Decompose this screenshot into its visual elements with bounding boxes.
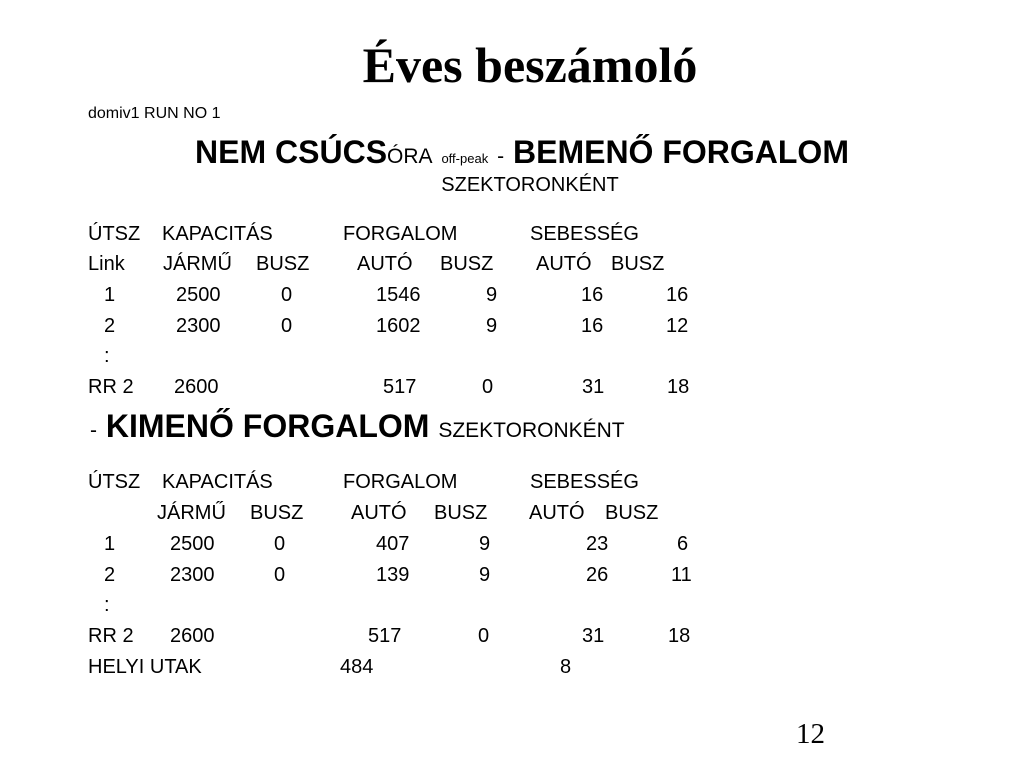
subheading-szektoronkent: SZEKTORONKÉNT bbox=[441, 174, 619, 196]
header-auto: AUTÓ bbox=[351, 502, 407, 524]
table-cell: : bbox=[104, 594, 110, 616]
table-cell: 18 bbox=[668, 625, 691, 647]
heading-nem-csucs: NEM CSÚCS bbox=[195, 134, 388, 170]
table-cell: 11 bbox=[671, 564, 692, 586]
table-cell: 31 bbox=[582, 376, 605, 398]
header-auto: AUTÓ bbox=[529, 502, 585, 524]
footer-value: 484 bbox=[340, 656, 374, 678]
table-cell: 139 bbox=[376, 564, 410, 586]
heading-bemeno-forgalom: BEMENŐ FORGALOM bbox=[512, 134, 849, 170]
table-cell: 2300 bbox=[176, 315, 221, 337]
table-cell: 2600 bbox=[170, 625, 215, 647]
table-cell: 0 bbox=[281, 315, 293, 337]
heading-outgoing bbox=[90, 410, 625, 442]
table-cell: 16 bbox=[581, 284, 604, 306]
heading2-dash: - bbox=[90, 419, 97, 442]
table-cell: 0 bbox=[482, 376, 494, 398]
table-cell: 26 bbox=[586, 564, 609, 586]
table-cell: 31 bbox=[582, 625, 605, 647]
table-cell: 9 bbox=[486, 315, 498, 337]
header-busz: BUSZ bbox=[440, 253, 494, 275]
header-busz: BUSZ bbox=[434, 502, 488, 524]
table-cell: : bbox=[104, 345, 110, 367]
table-cell: 1 bbox=[104, 284, 116, 306]
table-cell: 407 bbox=[376, 533, 410, 555]
header-auto: AUTÓ bbox=[536, 253, 592, 275]
table-cell: 0 bbox=[478, 625, 490, 647]
header-jarmu: JÁRMŰ bbox=[163, 253, 232, 275]
header-busz: BUSZ bbox=[605, 502, 659, 524]
table-cell: 23 bbox=[586, 533, 609, 555]
heading-incoming bbox=[0, 136, 1024, 168]
header-kapacitas: KAPACITÁS bbox=[162, 471, 273, 493]
table-cell: 2600 bbox=[174, 376, 219, 398]
table-cell: 9 bbox=[479, 564, 491, 586]
table-cell: 1 bbox=[104, 533, 116, 555]
table-cell: 2500 bbox=[170, 533, 215, 555]
table-cell: 2500 bbox=[176, 284, 221, 306]
table-cell: 12 bbox=[666, 315, 689, 337]
header-busz: BUSZ bbox=[256, 253, 310, 275]
page-number: 12 bbox=[796, 718, 825, 750]
header-utsz: ÚTSZ bbox=[88, 223, 141, 245]
header-sebesseg: SEBESSÉG bbox=[530, 223, 639, 245]
header-utsz: ÚTSZ bbox=[88, 471, 141, 493]
table-cell: 0 bbox=[274, 564, 286, 586]
table-cell: 517 bbox=[368, 625, 402, 647]
heading-offpeak: off-peak bbox=[441, 151, 489, 166]
header-jarmu: JÁRMŰ bbox=[157, 502, 226, 524]
table-cell: 9 bbox=[486, 284, 498, 306]
run-label: domiv1 RUN NO 1 bbox=[88, 105, 221, 122]
table-cell: 2 bbox=[104, 315, 116, 337]
heading-ora: ÓRA bbox=[387, 145, 433, 168]
header-busz: BUSZ bbox=[250, 502, 304, 524]
table-cell: RR 2 bbox=[88, 625, 134, 647]
table-cell: RR 2 bbox=[88, 376, 134, 398]
footer-helyi-utak: HELYI UTAK bbox=[88, 656, 202, 678]
header-forgalom: FORGALOM bbox=[343, 471, 458, 493]
table-cell: 2 bbox=[104, 564, 116, 586]
slide-title: Éves beszámoló bbox=[362, 37, 698, 93]
table-cell: 517 bbox=[383, 376, 417, 398]
table-cell: 0 bbox=[274, 533, 286, 555]
header-forgalom: FORGALOM bbox=[343, 223, 458, 245]
table-cell: 1546 bbox=[376, 284, 421, 306]
header-auto: AUTÓ bbox=[357, 253, 413, 275]
header-busz: BUSZ bbox=[611, 253, 665, 275]
table-cell: 9 bbox=[479, 533, 491, 555]
heading-dash: - bbox=[497, 145, 505, 168]
heading2-szektoronkent: SZEKTORONKÉNT bbox=[438, 419, 625, 442]
footer-value: 8 bbox=[560, 656, 572, 678]
heading2-kimeno-forgalom: KIMENŐ FORGALOM bbox=[105, 408, 430, 444]
table-cell: 18 bbox=[667, 376, 690, 398]
table-cell: 16 bbox=[666, 284, 689, 306]
table-cell: 16 bbox=[581, 315, 604, 337]
header-link: Link bbox=[88, 253, 125, 275]
table-cell: 1602 bbox=[376, 315, 421, 337]
table-cell: 2300 bbox=[170, 564, 215, 586]
table-cell: 6 bbox=[677, 533, 689, 555]
header-sebesseg: SEBESSÉG bbox=[530, 471, 639, 493]
table-cell: 0 bbox=[281, 284, 293, 306]
header-kapacitas: KAPACITÁS bbox=[162, 223, 273, 245]
